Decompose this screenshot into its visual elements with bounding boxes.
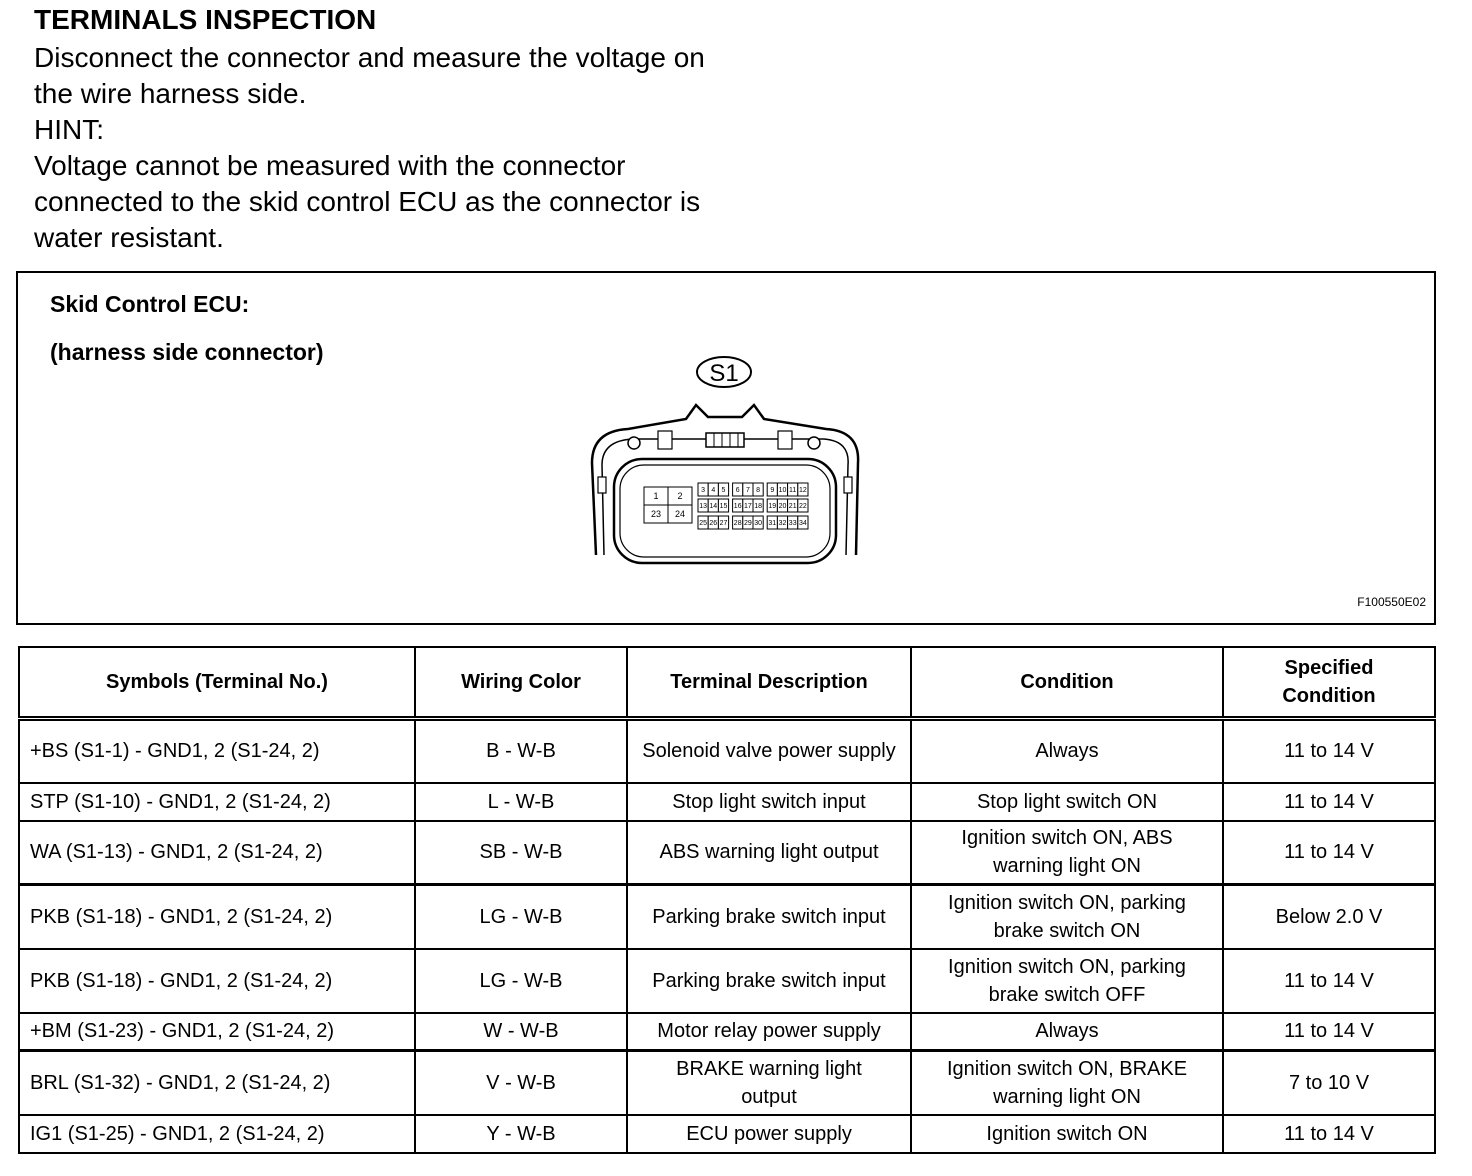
pin-label: 16	[733, 503, 742, 511]
cell-symbol: BRL (S1-32) - GND1, 2 (S1-24, 2)	[19, 1051, 415, 1115]
pin-label: 1	[653, 491, 659, 502]
pin-label: 15	[719, 503, 728, 511]
pin-label: 27	[719, 520, 728, 528]
pin-label: 6	[735, 487, 740, 495]
header-wiring-color: Wiring Color	[415, 647, 627, 719]
cell-wiring-color: V - W-B	[415, 1051, 627, 1115]
cell-wiring-color: SB - W-B	[415, 821, 627, 885]
table-row	[19, 1051, 1435, 1115]
cell-condition: Always	[911, 719, 1223, 783]
cell-wiring-color: LG - W-B	[415, 885, 627, 949]
intro-line: HINT:	[34, 114, 104, 145]
intro-line: connected to the skid control ECU as the connector is	[34, 186, 701, 217]
cell-condition: Always	[911, 1013, 1223, 1051]
cell-spec: 11 to 14 V	[1223, 783, 1435, 821]
cell-spec: 11 to 14 V	[1223, 821, 1435, 885]
pin-label: 7	[745, 487, 750, 495]
pin-label: 25	[699, 520, 707, 528]
cell-wiring-color: LG - W-B	[415, 949, 627, 1013]
figure-subtitle: (harness side connector)	[50, 339, 324, 365]
pin-label: 11	[789, 487, 797, 495]
cell-condition: Ignition switch ON, parking brake switch ON	[911, 885, 1223, 949]
cell-symbol: IG1 (S1-25) - GND1, 2 (S1-24, 2)	[19, 1115, 415, 1153]
table-row	[19, 1013, 1435, 1051]
pin-label: 9	[770, 487, 775, 495]
pin-label: 32	[778, 520, 787, 528]
cell-symbol: STP (S1-10) - GND1, 2 (S1-24, 2)	[19, 783, 415, 821]
cell-spec: 11 to 14 V	[1223, 1115, 1435, 1153]
cell-condition: Ignition switch ON, parking brake switch OFF	[911, 949, 1223, 1013]
table-header-row	[19, 647, 1435, 719]
pin-label: 29	[744, 520, 752, 528]
pin-label: 14	[709, 503, 718, 511]
cell-spec: 11 to 14 V	[1223, 1013, 1435, 1051]
table-row	[19, 783, 1435, 821]
cell-description: Motor relay power supply	[627, 1013, 911, 1051]
table-row	[19, 719, 1435, 783]
cell-wiring-color: Y - W-B	[415, 1115, 627, 1153]
table-row	[19, 821, 1435, 885]
cell-symbol: PKB (S1-18) - GND1, 2 (S1-24, 2)	[19, 885, 415, 949]
cell-wiring-color: B - W-B	[415, 719, 627, 783]
cell-spec: Below 2.0 V	[1223, 885, 1435, 949]
pin-label: 24	[674, 509, 686, 520]
cell-description: ABS warning light output	[627, 821, 911, 885]
cell-description: ECU power supply	[627, 1115, 911, 1153]
pin-label: 12	[799, 487, 807, 495]
intro-line: Voltage cannot be measured with the connector	[34, 150, 626, 181]
header-symbols: Symbols (Terminal No.)	[19, 647, 415, 719]
cell-wiring-color: W - W-B	[415, 1013, 627, 1051]
pin-label: 33	[788, 520, 797, 528]
cell-condition: Ignition switch ON	[911, 1115, 1223, 1153]
table-row	[19, 885, 1435, 949]
cell-symbol: PKB (S1-18) - GND1, 2 (S1-24, 2)	[19, 949, 415, 1013]
intro-line: the wire harness side.	[34, 78, 307, 109]
cell-spec: 7 to 10 V	[1223, 1051, 1435, 1115]
pin-label: 5	[721, 487, 726, 495]
intro-line: water resistant.	[34, 222, 224, 253]
cell-description: Parking brake switch input	[627, 949, 911, 1013]
connector-id-label: S1	[709, 360, 739, 387]
cell-description: Stop light switch input	[627, 783, 911, 821]
cell-condition: Ignition switch ON, BRAKE warning light ON	[911, 1051, 1223, 1115]
figure-code: F100550E02	[1357, 595, 1426, 609]
pin-label: 20	[778, 503, 787, 511]
pin-label: 18	[754, 503, 762, 511]
pin-label: 28	[733, 520, 742, 528]
pin-label: 23	[650, 509, 662, 520]
intro-line: Disconnect the connector and measure the voltage on	[34, 42, 705, 73]
cell-symbol: +BS (S1-1) - GND1, 2 (S1-24, 2)	[19, 719, 415, 783]
cell-wiring-color: L - W-B	[415, 783, 627, 821]
table-row	[19, 949, 1435, 1013]
pin-label: 2	[677, 491, 683, 502]
header-terminal-description: Terminal Description	[627, 647, 911, 719]
figure-title: Skid Control ECU:	[50, 291, 250, 317]
section-heading: TERMINALS INSPECTION	[34, 4, 377, 35]
cell-spec: 11 to 14 V	[1223, 719, 1435, 783]
header-specified-condition: Specified Condition	[1223, 647, 1435, 719]
intro-text	[34, 40, 705, 256]
cell-condition: Stop light switch ON	[911, 783, 1223, 821]
connector-drawing	[578, 353, 878, 573]
pin-label: 17	[744, 503, 752, 511]
pin-label: 30	[754, 520, 762, 528]
cell-symbol: WA (S1-13) - GND1, 2 (S1-24, 2)	[19, 821, 415, 885]
pin-label: 19	[768, 503, 777, 511]
pin-label: 3	[701, 487, 706, 495]
pin-label: 31	[768, 520, 777, 528]
pin-label: 13	[699, 503, 707, 511]
cell-symbol: +BM (S1-23) - GND1, 2 (S1-24, 2)	[19, 1013, 415, 1051]
terminals-table	[18, 646, 1436, 1154]
cell-condition: Ignition switch ON, ABS warning light ON	[911, 821, 1223, 885]
cell-description: Solenoid valve power supply	[627, 719, 911, 783]
cell-spec: 11 to 14 V	[1223, 949, 1435, 1013]
pin-label: 8	[756, 487, 761, 495]
connector-figure	[16, 271, 1436, 625]
header-condition: Condition	[911, 647, 1223, 719]
pin-label: 10	[778, 487, 787, 495]
pin-grid	[644, 483, 808, 529]
cell-description: Parking brake switch input	[627, 885, 911, 949]
cell-description: BRAKE warning light output	[627, 1051, 911, 1115]
table-row	[19, 1115, 1435, 1153]
pin-label: 26	[709, 520, 718, 528]
pin-label: 22	[799, 503, 807, 511]
pin-label: 21	[788, 503, 797, 511]
pin-label: 4	[711, 487, 716, 495]
pin-label: 34	[799, 520, 807, 528]
